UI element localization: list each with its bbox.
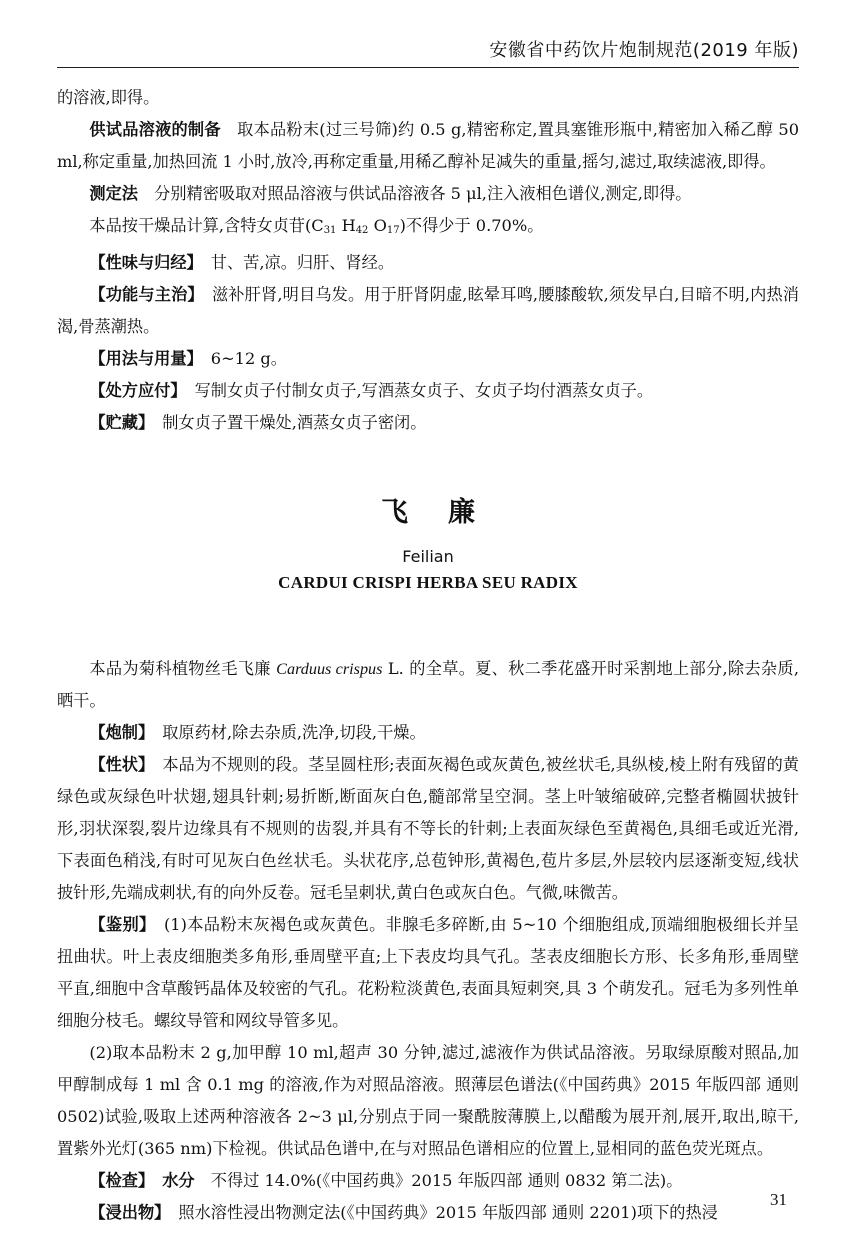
nature-meridian-text: 甘、苦,凉。归肝、肾经。 (194, 253, 395, 272)
formula-o: O (368, 216, 387, 235)
nature-meridian-paragraph (57, 247, 799, 279)
function-indication-label: 【功能与主治】 (89, 285, 196, 304)
monograph-latin-name: CARDUI CRISPI HERBA SEU RADIX (278, 573, 578, 592)
species-name: Carduus crispus (276, 660, 383, 678)
storage-label: 【贮藏】 (89, 413, 147, 432)
storage-text: 制女贞子置干燥处,酒蒸女贞子密闭。 (146, 413, 427, 432)
extract-paragraph (57, 1197, 799, 1229)
intro-text-b: L. 的全草。夏、秋二季花盛开时采割地上部分,除去杂质,晒干。 (57, 659, 799, 710)
dosage-label: 【用法与用量】 (89, 349, 195, 368)
dispensing-paragraph (57, 375, 799, 407)
assay-method-paragraph (57, 178, 799, 210)
inspection-paragraph (57, 1165, 799, 1197)
function-indication-paragraph (57, 279, 799, 343)
extract-label: 【浸出物】 (89, 1203, 163, 1222)
test-solution-label: 供试品溶液的制备 (89, 120, 221, 139)
nature-meridian-label: 【性味与归经】 (89, 253, 195, 272)
description-text: 本品为不规则的段。茎呈圆柱形;表面灰褐色或灰黄色,被丝状毛,具纵棱,棱上附有残留的黄绿色或灰绿色叶状翅,翅具针刺;易折断,断面灰白色,髓部常呈空洞。茎上叶皱缩破碎,完整者椭圆状披针形,羽状深裂,裂片边缘具有不规则的齿裂,并具有不等长的针刺;上表面灰绿色至黄褐色,具细毛或近光滑,下表面色稍浅,有时可见灰白色丝状毛。头状花序,总苞钟形,黄褐色,苞片多层,外层较内层逐渐变短,线状披针形,先端成刺状,有的向外反卷。冠毛呈刺状,黄白色或灰白色。气微,味微苦。 (57, 755, 799, 902)
formula-sub-h: 42 (355, 225, 369, 236)
processing-paragraph (57, 717, 799, 749)
description-label: 【性状】 (89, 755, 147, 774)
identification-text-1: (1)本品粉末灰褐色或灰黄色。非腺毛多碎断,由 5~10 个细胞组成,顶端细胞极细长并呈扭曲状。叶上表皮细胞类多角形,垂周壁平直;上下表皮均具气孔。茎表皮细胞长方形、长多角形,垂周壁平直,细胞中含草酸钙晶体及较密的气孔。花粉粒淡黄色,表面具短刺突,具 3 个萌发孔。冠毛为多列性单细胞分枝毛。螺纹导管和网纹导管多见。 (57, 915, 799, 1030)
assay-method-label: 测定法 (89, 184, 138, 203)
content-limit-text-b: )不得少于 0.70%。 (399, 216, 544, 235)
inspection-label: 【检查】 (89, 1171, 147, 1190)
assay-method-text: 分别精密吸取对照品溶液与供试品溶液各 5 μl,注入液相色谱仪,测定,即得。 (137, 184, 692, 203)
dosage-text: 6~12 g。 (194, 349, 287, 368)
page-content (57, 82, 799, 1229)
dosage-paragraph (57, 343, 799, 375)
dispensing-label: 【处方应付】 (89, 381, 179, 400)
dispensing-text: 写制女贞子付制女贞子,写酒蒸女贞子、女贞子均付酒蒸女贞子。 (178, 381, 654, 400)
function-indication-text: 滋补肝肾,明目乌发。用于肝肾阴虚,眩晕耳鸣,腰膝酸软,须发早白,目暗不明,内热消渴,骨蒸潮热。 (57, 285, 799, 336)
formula-sub-o: 17 (386, 225, 400, 236)
identification-label: 【鉴别】 (89, 915, 148, 934)
monograph-pinyin: Feilian (402, 547, 454, 566)
monograph-title: 飞廉 (381, 497, 515, 528)
intro-text-a: 本品为菊科植物丝毛飞廉 (89, 659, 277, 678)
inspection-sublabel: 水分 (146, 1171, 195, 1190)
identification-paragraph-2: (2)取本品粉末 2 g,加甲醇 10 ml,超声 30 分钟,滤过,滤液作为供试品溶液。另取绿原酸对照品,加甲醇制成每 1 ml 含 0.1 mg 的溶液,作为对照品溶液。照薄层色谱法(《中国药典》2015 年版四部 通则 0502)试验,吸取上述两种溶液各 2~3 μl,分别点于同一聚酰胺薄膜上,以醋酸为展开剂,展开,取出,晾干,置紫外光灯(365 nm)下检视。供试品色谱中,在与对照品色谱相应的位置上,显相同的蓝色荧光斑点。 (57, 1043, 799, 1158)
inspection-text: 不得过 14.0%(《中国药典》2015 年版四部 通则 0832 第二法)。 (194, 1171, 683, 1190)
running-header-title: 安徽省中药饮片炮制规范(2019 年版) (489, 40, 799, 61)
content-limit-text-a: 本品按干燥品计算,含特女贞苷(C (89, 216, 324, 235)
monograph-intro (57, 653, 799, 717)
identification-paragraph-1 (57, 909, 799, 1037)
content-limit-paragraph (57, 210, 799, 247)
header-rule (57, 67, 799, 68)
description-paragraph (57, 749, 799, 909)
formula-sub-c: 31 (323, 225, 337, 236)
processing-label: 【炮制】 (89, 723, 147, 742)
prev-continuation: 的溶液,即得。 (57, 88, 160, 107)
storage-paragraph (57, 407, 799, 439)
extract-text: 照水溶性浸出物测定法(《中国药典》2015 年版四部 通则 2201)项下的热浸 (162, 1203, 718, 1222)
formula-h: H (336, 216, 356, 235)
test-solution-paragraph (57, 114, 799, 178)
processing-text: 取原药材,除去杂质,洗净,切段,干燥。 (146, 723, 426, 742)
page-number: 31 (770, 1190, 787, 1209)
test-solution-text: 取本品粉末(过三号筛)约 0.5 g,精密称定,置具塞锥形瓶中,精密加入稀乙醇 50 ml,称定重量,加热回流 1 小时,放冷,再称定重量,用稀乙醇补足减失的重量,摇匀,滤过,取续滤液,即得。 (57, 120, 799, 171)
